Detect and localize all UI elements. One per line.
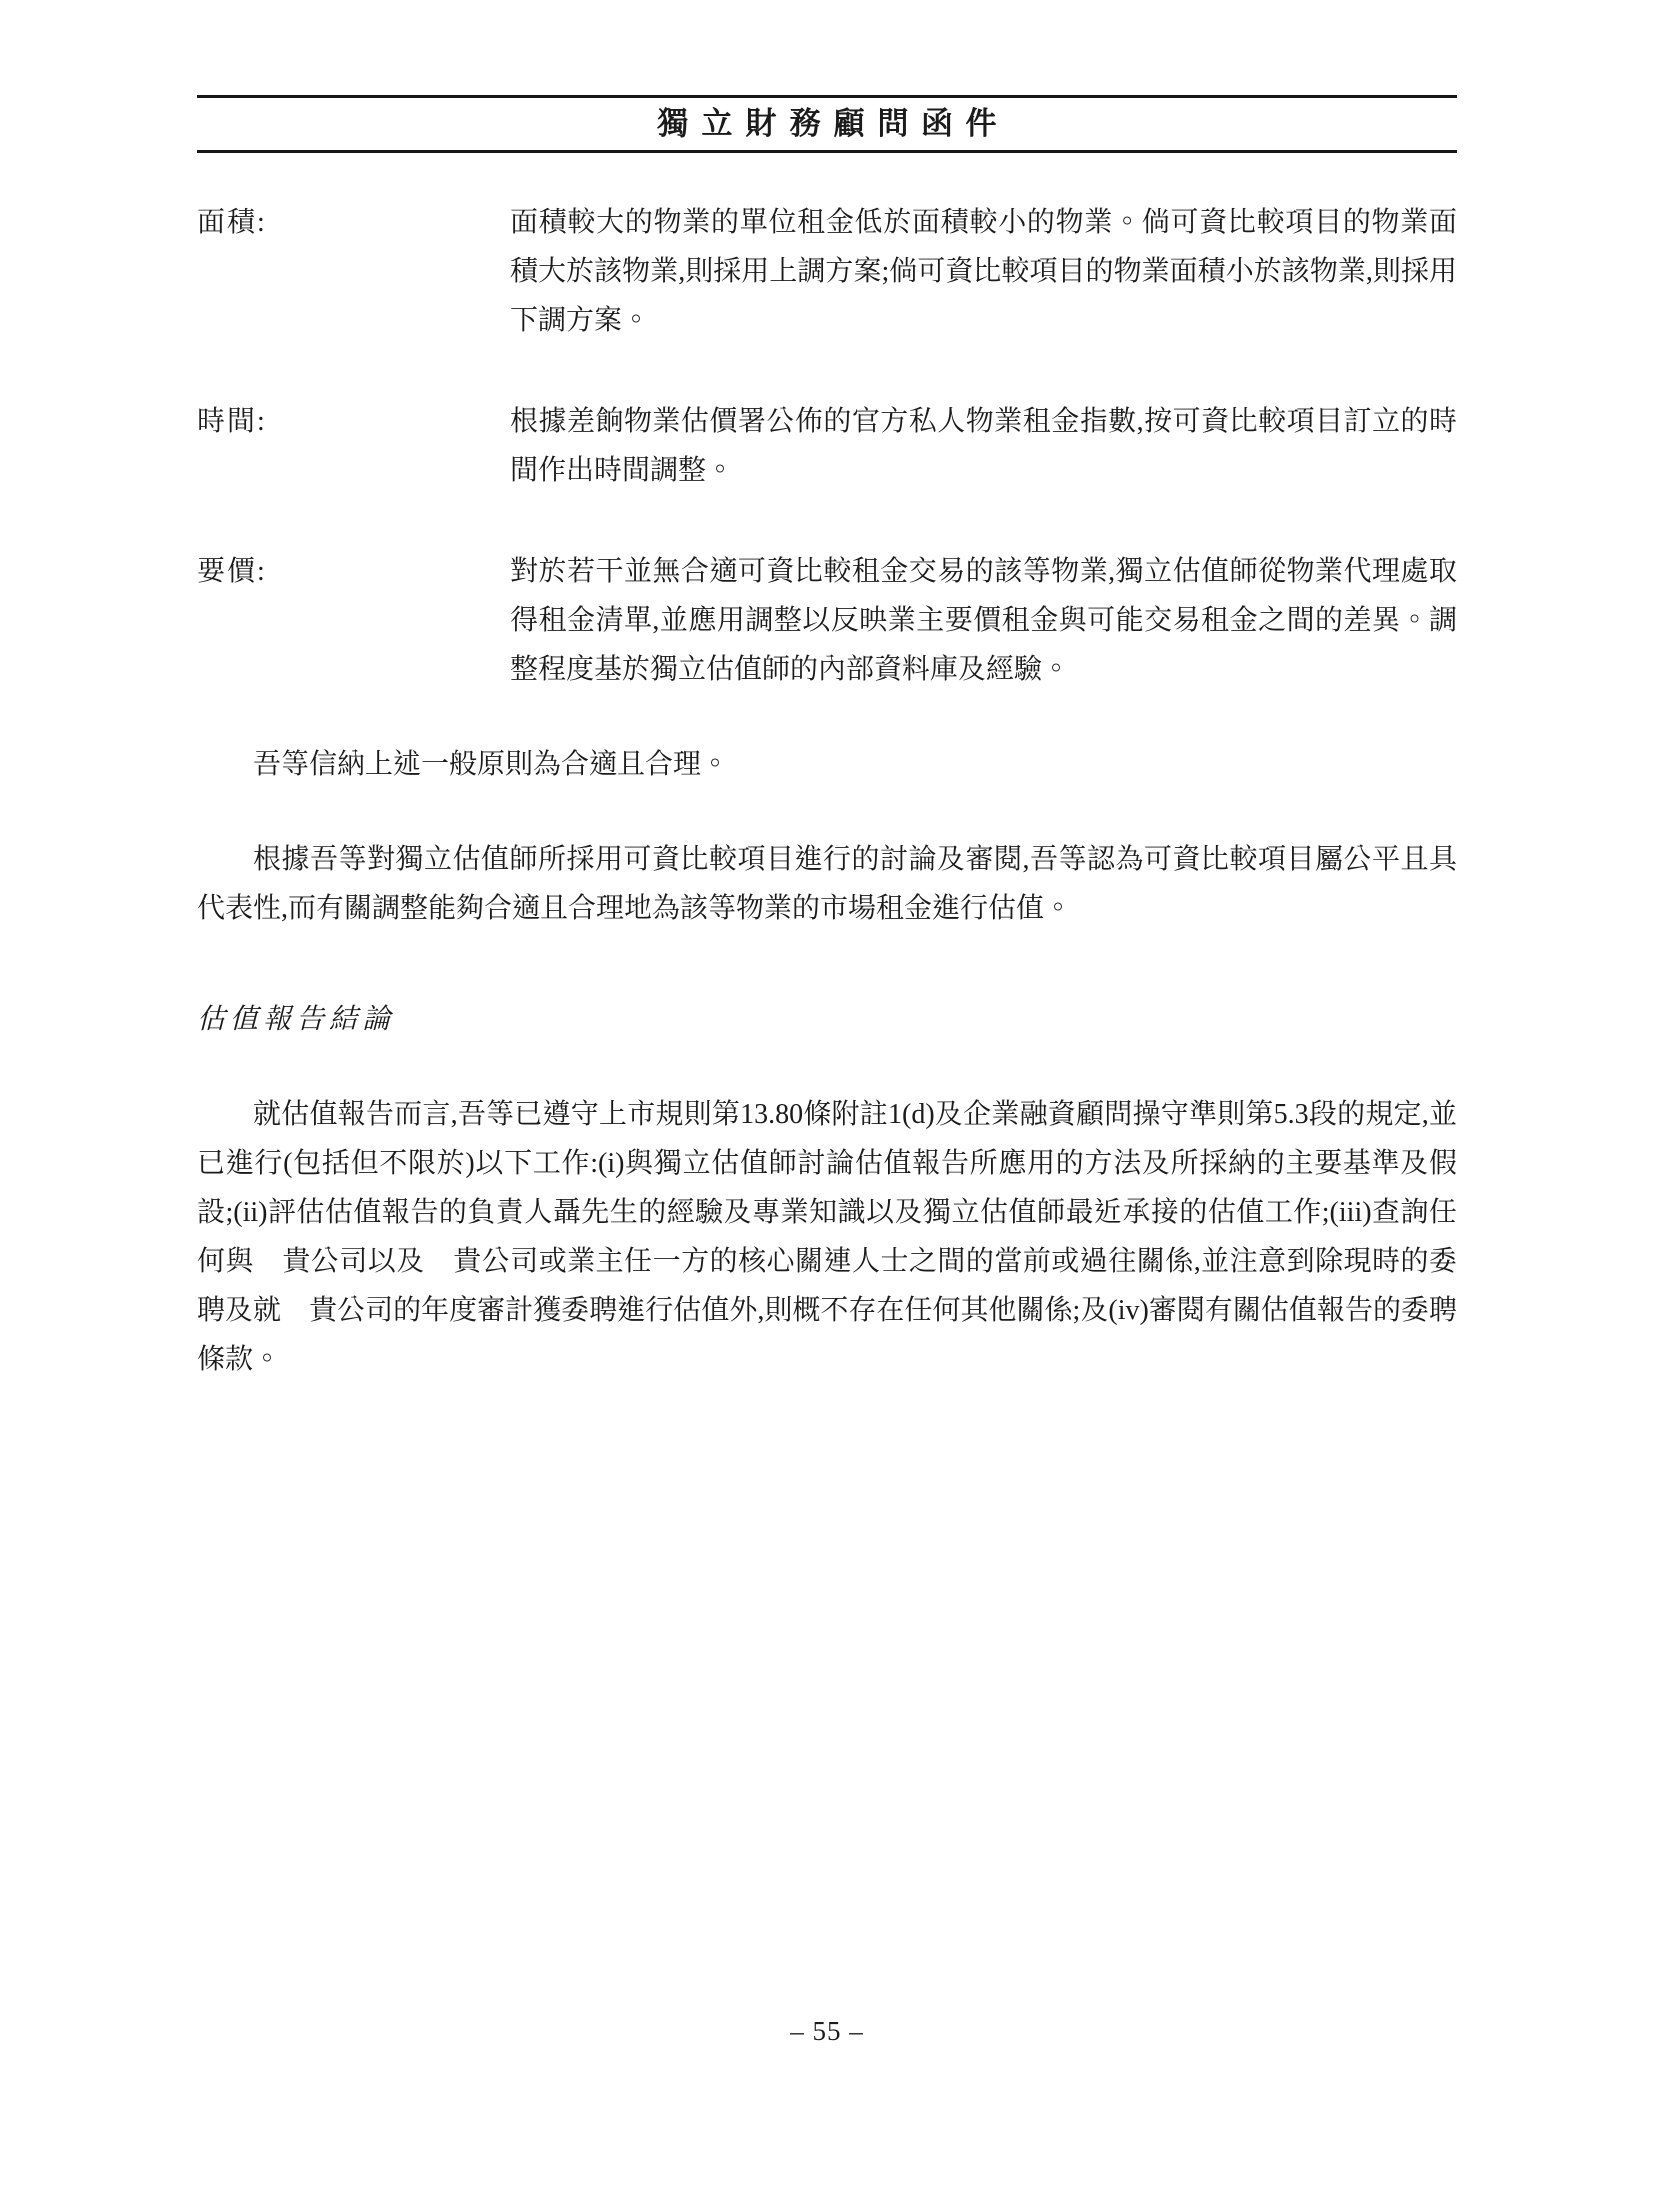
paragraph-comparables-review: 根據吾等對獨立估值師所採用可資比較項目進行的討論及審閱,吾等認為可資比較項目屬公平且具代表性,而有關調整能夠合適且合理地為該等物業的市場租金進行估值。 [197,844,1457,924]
page-title: 獨立財務顧問函件 [657,106,1010,141]
definition-text-area: 面積較大的物業的單位租金低於面積較小的物業。倘可資比較項目的物業面積大於該物業,則採用上調方案;倘可資比較項目的物業面積小於該物業,則採用下調方案。 [510,207,1457,336]
definition-text-time: 根據差餉物業估價署公佈的官方私人物業租金指數,按可資比較項目訂立的時間作出時間調整。 [510,406,1457,486]
definition-row-asking-price [197,547,1457,694]
definition-term-area: 面積: [197,207,267,238]
paragraph-general-principles: 吾等信納上述一般原則為合適且合理。 [253,749,730,780]
page-footer [0,2016,1654,2047]
definition-row-time [197,397,1457,495]
document-body [197,0,1457,1384]
page-number: – 55 – [790,2016,864,2046]
definition-term-asking-price: 要價: [197,556,267,587]
definition-row-area [197,198,1457,345]
paragraph-valuation-report-work: 就估值報告而言,吾等已遵守上市規則第13.80條附註1(d)及企業融資顧問操守準則第5.3段的規定,並已進行(包括但不限於)以下工作:(i)與獨立估值師討論估值報告所應用的方法及所採納的主要基準及假設;(ii)評估估值報告的負責人聶先生的經驗及專業知識以及獨立估值師最近承接的估值工作;(iii)查詢任何與 貴公司以及 貴公司或業主任一方的核心關連人士之間的當前或過往關係,並注意到除現時的委聘及就 貴公司的年度審計獲委聘進行估值外,則概不存在任何其他關係;及(iv)審閱有關估值報告的委聘條款。 [197,1099,1457,1375]
valuation-principles-list [197,198,1457,694]
definition-text-asking-price: 對於若干並無合適可資比較租金交易的該等物業,獨立估值師從物業代理處取得租金清單,並應用調整以反映業主要價租金與可能交易租金之間的差異。調整程度基於獨立估值師的內部資料庫及經驗。 [510,556,1457,685]
section-heading-valuation-report-conclusion: 估值報告結論 [197,1004,396,1035]
definition-term-time: 時間: [197,406,267,437]
